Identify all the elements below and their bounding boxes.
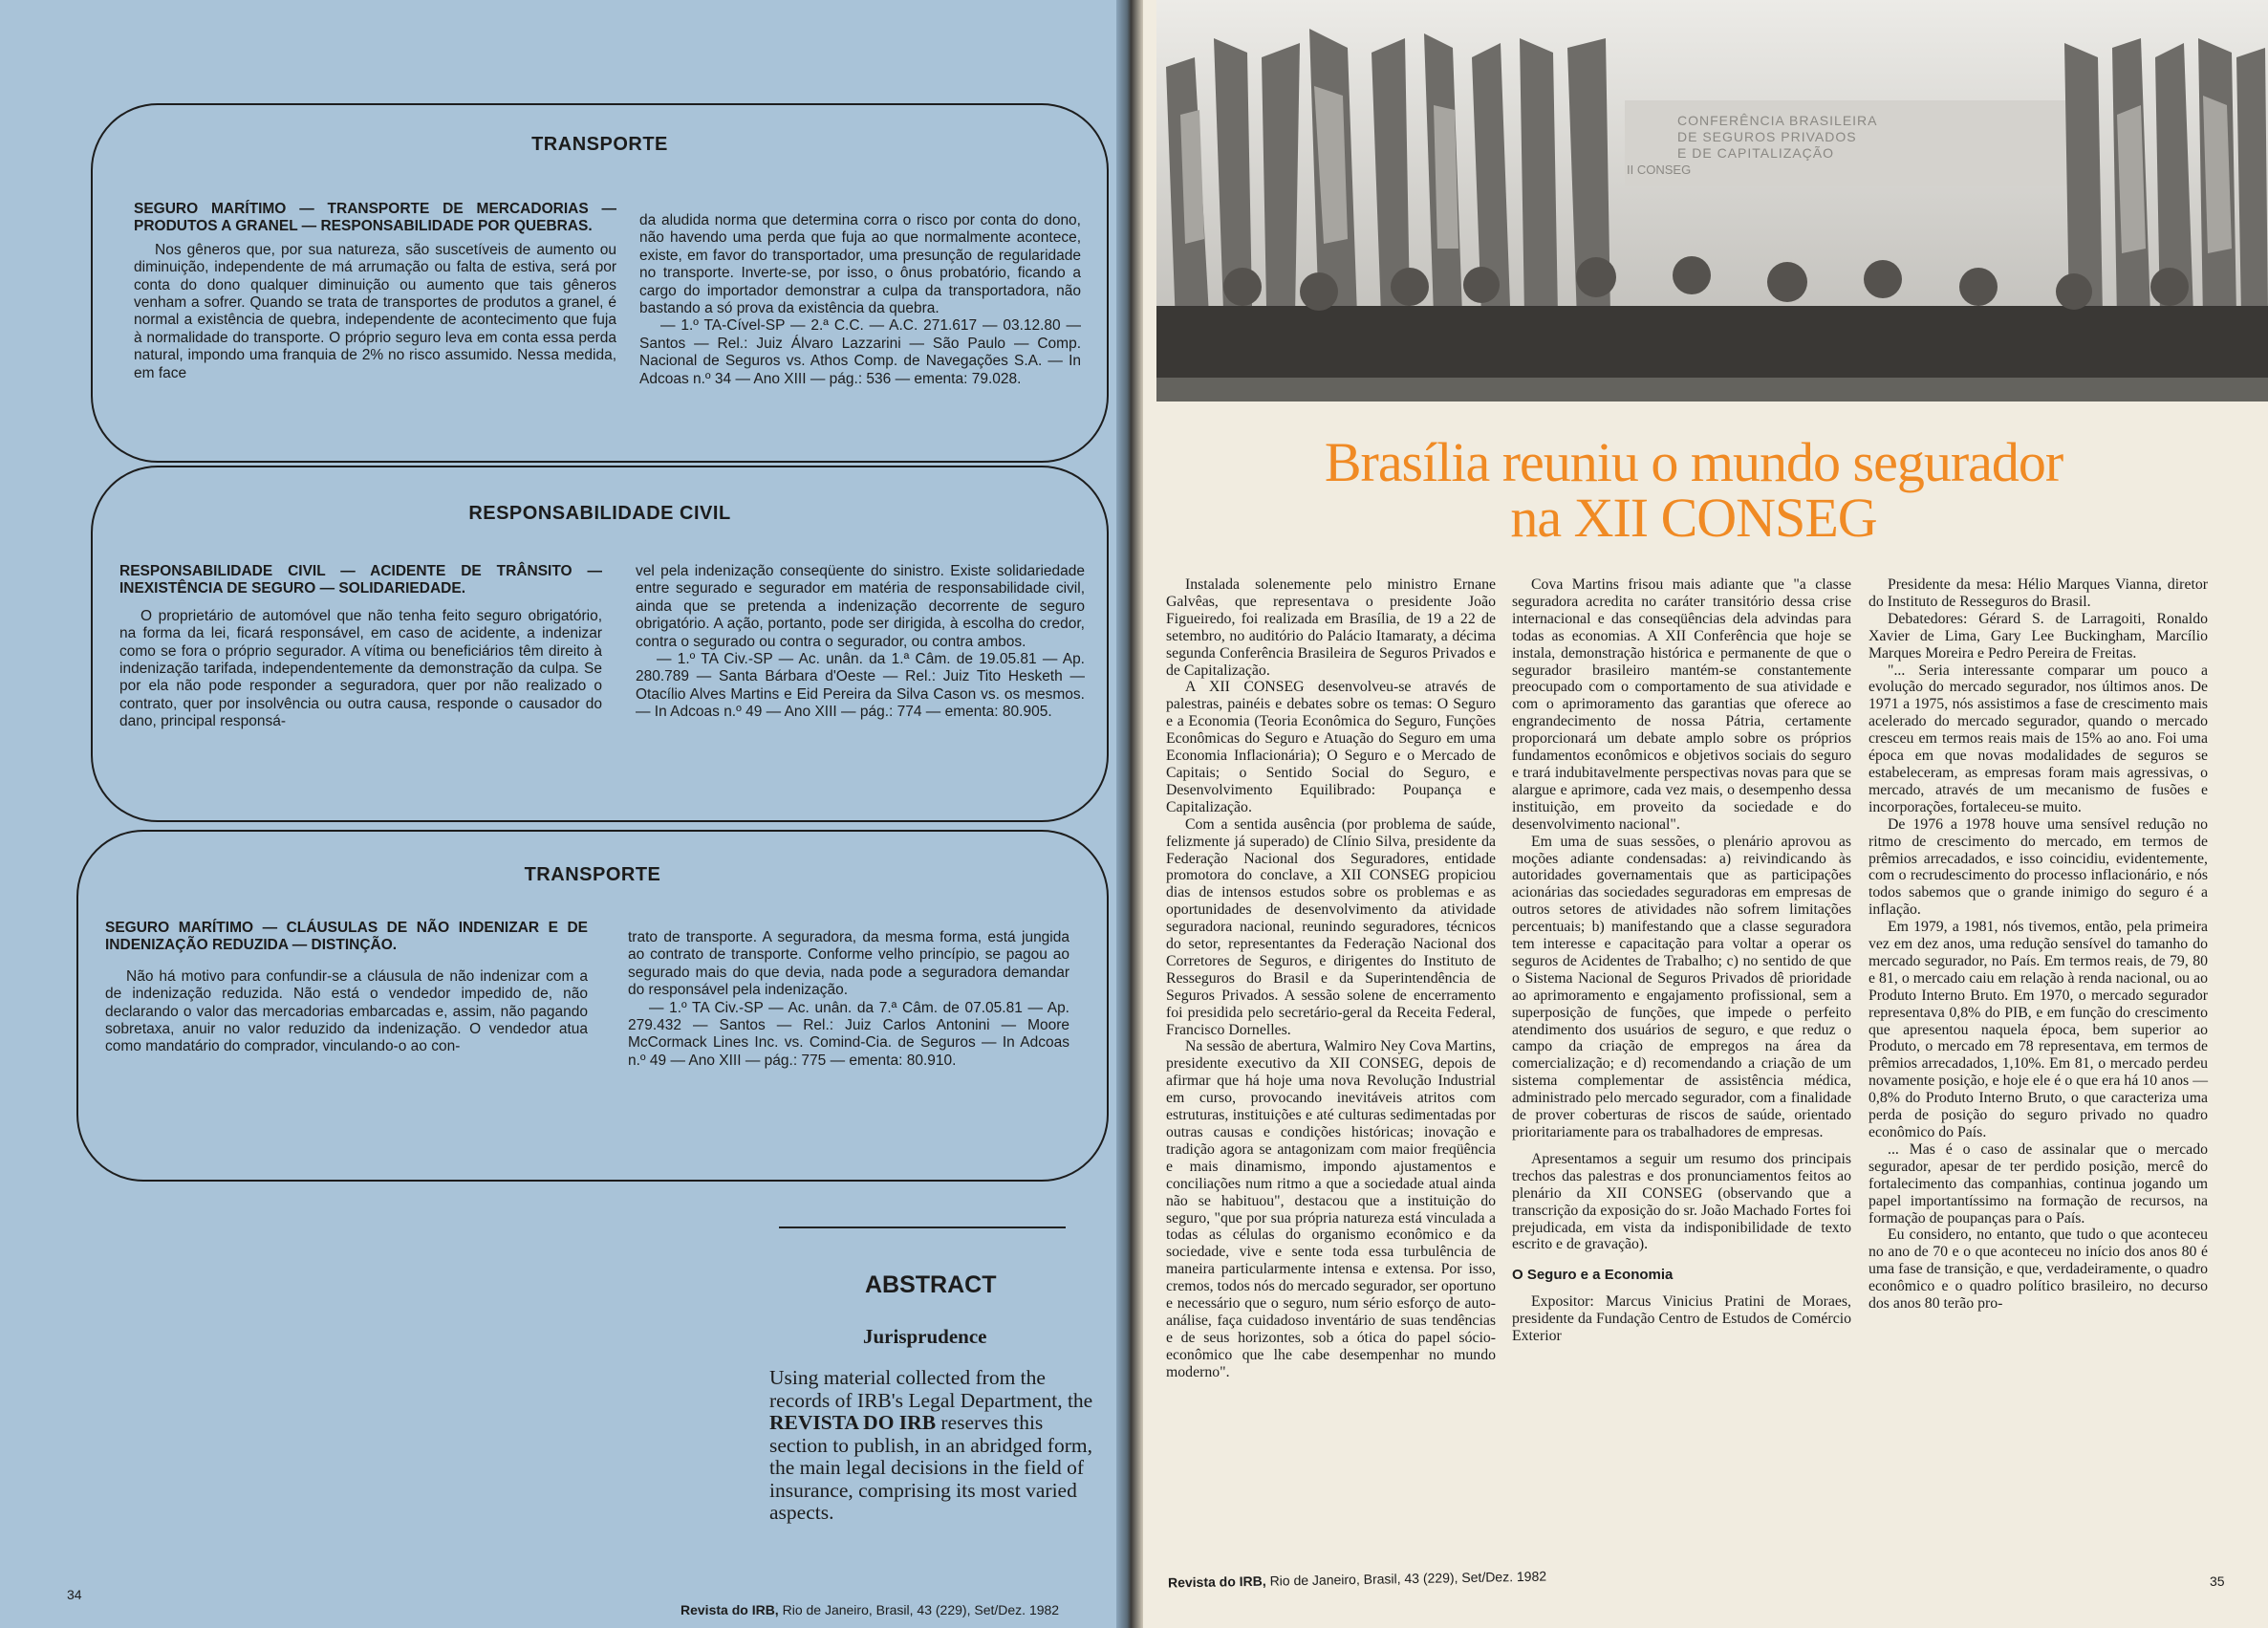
article-column-2 xyxy=(1512,576,1851,1345)
right-page xyxy=(1130,0,2268,1628)
col3-paragraph: Presidente da mesa: Hélio Marques Vianna, diretor do Instituto de Resseguros do Brasil. xyxy=(1868,576,2208,610)
abstract-subtitle: Jurisprudence xyxy=(863,1325,987,1348)
box2-heading: RESPONSABILIDADE CIVIL — ACIDENTE DE TRÂNSITO — INEXISTÊNCIA DE SEGURO — SOLIDARIEDADE. xyxy=(119,563,602,597)
footer-left xyxy=(680,1602,1059,1617)
col3-paragraph: Eu considero, no entanto, que tudo o que aconteceu no ano de 70 e o que aconteceu no início dos anos 80 é uma fase de transição, e que, verdadeiramente, o quadro econômico e o quadro político brasileiro, no decurso dos anos 80 terão pro- xyxy=(1868,1226,2208,1313)
box2-column-1 xyxy=(119,563,602,731)
box3-text-1: Não há motivo para confundir-se a cláusula de não indenizar com a de indenização reduzida. Não está o vendedor impedido de, não declarando o valor das mercadorias embarcadas e, assim, não pagando sobretaxa, anuir no valor reduzido da indenização. O vendedor atua como mandatário do comprador, vinculando-o ao con- xyxy=(105,967,588,1055)
col2-paragraph: Cova Martins frisou mais adiante que "a classe seguradora acredita no caráter transitório dessa crise internacional e das conseqüências dela advindas para todas as economias. A XII Conferência que hoje se instala, demonstração histórica e permanente de que o segurador brasileiro mantém-se constantemente preocupado com o comportamento de sua atividade e com o aprimoramento das garantias que oferece ao engrandecimento de nossa Pátria, certamente proporcionará um debate amplo sobre os próprios fundamentos econômicos e objetivos sociais do seguro e trará indubitavelmente perspectivas novas para que se alargue e aprimore, cada vez mais, o desempenho dessa instituição, em proveito da sociedade e do desenvolvimento nacional". xyxy=(1512,576,1851,833)
page-number-right: 35 xyxy=(2210,1574,2225,1589)
conference-photo xyxy=(1156,0,2268,402)
col1-paragraph: Na sessão de abertura, Walmiro Ney Cova Martins, presidente executivo da XII CONSEG, depois de afirmar que há hoje uma nova Revolução Industrial em curso, provocando inevitáveis atritos com estruturas, instituições e até culturas sedimentadas por outras causas e condições históricas; inovação e tradição agora se antagonizam com maior freqüência e mais dinamismo, impondo ajustamentos e conciliações num ritmo a que a sociedade atual ainda não se habituou", destacou que a instituição do seguro, "que por sua própria natureza está vinculada a todas as células do organismo econômico e da sociedade, vive e sente toda essa turbulência de maneira particularmente intensa e extensa. Por isso, cremos, todos nós do mercado segurador, ser oportuno e necessário que o seguro, num sério esforço de auto-análise, faça cuidadoso inventário de suas tendências e de seus horizontes, sob a ótica do papel sócio-econômico que lhe cabe desempenhar no mundo moderno". xyxy=(1166,1038,1496,1380)
transport-box-1 xyxy=(91,103,1109,463)
page-number-left: 34 xyxy=(67,1587,82,1602)
box3-citation: — 1.º TA Civ.-SP — Ac. unân. da 7.ª Câm. de 07.05.81 — Ap. 279.432 — Santos — Rel.: Juiz Carlos Antonini — Moore McCormack Lines Inc. vs. Comind-Cia. de Seguros — In Adcoas n.º 49 — Ano XIII — pág.: 775 — ementa: 80.910. xyxy=(628,999,1069,1069)
col2-paragraph: Em uma de suas sessões, o plenário aprovou as moções adiante condensadas: a) reivindicando às autoridades governamentais que as participações acionárias das sociedades seguradoras em empresas de outros setores de atividades não sofrem limitações percentuais; b) manifestando que a classe seguradora tem interesse e capacitação para voltar a operar os seguros de Acidentes de Trabalho; c) no sentido de que o Sistema Nacional de Seguros Privados dê prioridade ao aprimoramento e engajamento profissional, sem a superposição de funções, que impede o perfeito atendimento dos usuários de seguro, e que reduz o campo da criação de empregos na área da comercialização; e d) recomendando a criação de um sistema complementar de assistência médica, administrado pelo mercado segurador, com a finalidade de prover coberturas de riscos de saúde, orientado prioritariamente para os trabalhadores de empresas. xyxy=(1512,833,1851,1140)
headline-line-1: Brasília reuniu o mundo segurador xyxy=(1324,431,2063,493)
conference-photo-illustration xyxy=(1156,0,2268,402)
box1-heading: SEGURO MARÍTIMO — TRANSPORTE DE MERCADORIAS — PRODUTOS A GRANEL — RESPONSABILIDADE POR QUEBRAS. xyxy=(134,201,616,235)
box1-text-1: Nos gêneros que, por sua natureza, são suscetíveis de aumento ou diminuição, independente de má arrumação ou falta de estiva, será por conta do dono qualquer diminuição ou aumento que tais gêneros venham a sofrer. Quando se trata de transportes de produtos a granel, é normal a existência de quebra, independente de acontecimento que fuja à normalidade do transporte. O próprio seguro leva em conta essa perda natural, impondo uma franquia de 2% no risco assumido. Nessa medida, em face xyxy=(134,241,616,381)
abstract-text-1: Using material collected from the records of IRB's Legal Department, the xyxy=(769,1366,1093,1412)
col2-expositor: Expositor: Marcus Vinicius Pratini de Moraes, presidente da Fundação Centro de Estudos de Comércio Exterior xyxy=(1512,1293,1851,1345)
box3-column-2 xyxy=(628,929,1069,1070)
box-title: RESPONSABILIDADE CIVIL xyxy=(468,503,731,524)
col2-paragraph: Apresentamos a seguir um resumo dos principais trechos das palestras e dos pronunciamentos feitos ao plenário da XII CONSEG (observando que a transcrição da exposição do sr. João Machado Fortes foi prejudicada, em vista da indisponibilidade de texto escrito e de gravação). xyxy=(1512,1150,1851,1253)
box-title: TRANSPORTE xyxy=(531,134,668,155)
footer-magazine: Revista do IRB, xyxy=(1167,1573,1266,1591)
abstract-title: ABSTRACT xyxy=(865,1271,997,1298)
col3-paragraph: Debatedores: Gérard S. de Larragoiti, Ronaldo Xavier de Lima, Gary Lee Buckingham, Marcílio Marques Moreira e Pedro Pereira de Freitas. xyxy=(1868,610,2208,662)
photo-banner-text xyxy=(1677,113,1878,162)
box2-text-1: O proprietário de automóvel que não tenha feito seguro obrigatório, na forma da lei, ficará responsável, em caso de acidente, a indenizar como se fora o próprio segurador. A vítima ou beneficiários têm direito à indenização tarifada, independentemente da demonstração da culpa. Se por ela não pode responder a seguradora, quer por não realizado o contrato, quer por insolvência ou outra causa, responde o causador do dano, principal responsá- xyxy=(119,607,602,730)
box-title: TRANSPORTE xyxy=(524,864,661,885)
box1-text-2: da aludida norma que determina corra o risco por conta do dono, não havendo uma perda que fuja ao que normalmente acontece, existe, em favor do transportador, uma presunção de regularidade no transporte. Inverte-se, por isso, o ônus probatório, ficando a cargo do importador demonstrar a culpa da transportadora, não bastando a só prova da existência da quebra. xyxy=(639,212,1081,317)
footer-issue: Rio de Janeiro, Brasil, 43 (229), Set/Dez. 1982 xyxy=(1269,1568,1547,1589)
box2-column-2 xyxy=(636,563,1085,722)
col3-paragraph: De 1976 a 1978 houve uma sensível redução no ritmo de crescimento do mercado, em termos de prêmios arrecadados, e isso coincidiu, evidentemente, com o recrudescimento do processo inflacionário, e nós todos sabemos que o grande inimigo do seguro é a inflação. xyxy=(1868,815,2208,919)
abstract-rule xyxy=(779,1226,1066,1228)
article-column-3 xyxy=(1868,576,2208,1313)
banner-line-2: DE SEGUROS PRIVADOS xyxy=(1677,129,1857,144)
box1-citation: — 1.º TA-Cível-SP — 2.ª C.C. — A.C. 271.617 — 03.12.80 — Santos — Rel.: Juiz Álvaro Lazzarini — São Paulo — Comp. Nacional de Seguros vs. Athos Comp. de Navegações S.A. — In Adcoas n.º 34 — Ano XIII — pág.: 536 — ementa: 79.028. xyxy=(639,317,1081,387)
box3-column-1 xyxy=(105,920,588,1056)
box3-heading: SEGURO MARÍTIMO — CLÁUSULAS DE NÃO INDENIZAR E DE INDENIZAÇÃO REDUZIDA — DISTINÇÃO. xyxy=(105,920,588,954)
col3-paragraph: "... Seria interessante comparar um pouco a evolução do mercado segurador, nos últimos anos. De 1971 a 1975, nós assistimos a fase de crescimento mais acelerado do mercado segurador, quando o mercado cresceu em termos reais mais de 15% ao ano. Foi uma época em que novas modalidades de seguros se estabeleceram, as empresas foram mais agressivas, o mercado, através de um mecanismo de fusões e incorporações, fortaleceu-se muito. xyxy=(1868,662,2208,815)
headline-line-2: na XII CONSEG xyxy=(1510,487,1877,549)
box2-text-2: vel pela indenização conseqüente do sinistro. Existe solidariedade entre segurado e segurador em matéria de responsabilidade civil, ainda que se pretenda a indenização decorrente de seguro obrigatório. A ação, portanto, pode ser dirigida, à escolha do credor, contra o segurado ou contra o segurador, ou contra ambos. xyxy=(636,563,1085,650)
footer-magazine: Revista do IRB, xyxy=(680,1602,779,1617)
col2-subheading: O Seguro e a Economia xyxy=(1512,1267,1674,1284)
box2-citation: — 1.º TA Civ.-SP — Ac. unân. da 1.ª Câm. de 19.05.81 — Ap. 280.789 — Santa Bárbara d'Oeste — Rel.: Juiz Tito Hesketh — Otacílio Alves Martins e Eid Pereira da Silva Cason vs. os mesmos. — In Adcoas n.º 49 — Ano XIII — pág.: 774 — ementa: 80.905. xyxy=(636,651,1085,721)
col3-paragraph: Em 1979, a 1981, nós tivemos, então, pela primeira vez em dez anos, uma redução sensível do tamanho do mercado segurador, no País. Em termos reais, de 79, 80 e 81, o mercado caiu em relação à renda nacional, ou ao Produto Interno Bruto. Em 1970, o mercado segurador representava 0,8% do PIB, e em função do crescimento que apresentou naquela época, bem superior ao Produto, o mercado em 78 representava, em termos de prêmios arrecadados, 1,10%. Em 81, o mercado perdeu novamente posição, e hoje ele é o que era há 10 anos — 0,8% do Produto Interno Bruto, o que caracteriza uma perda de posição do seguro privado no quadro econômico do País. xyxy=(1868,919,2208,1140)
abstract-magazine-name: REVISTA DO IRB xyxy=(769,1411,937,1434)
abstract-text-2: reserves this section to publish, in an abridged form, the main legal decisions in the field of insurance, comprising its most varied aspects. xyxy=(769,1411,1092,1524)
col1-paragraph: Instalada solenemente pelo ministro Ernane Galvêas, que representava o presidente João Figueiredo, foi realizada em Brasília, de 19 a 22 de setembro, no auditório do Palácio Itamaraty, a décima segunda Conferência Brasileira de Seguros Privados e de Capitalização. xyxy=(1166,576,1496,679)
photo-logo-text: II CONSEG xyxy=(1627,163,1692,177)
col1-paragraph: A XII CONSEG desenvolveu-se através de palestras, painéis e debates sobre os temas: O Seguro e a Economia (Teoria Econômica do Seguro, Funções Econômicas do Seguro e Atuação do Seguro em uma Economia Inflacionária); O Seguro e o Mercado de Capitais; o Sentido Social do Seguro, e Desenvolvimento Equilibrado: Poupança e Capitalização. xyxy=(1166,679,1496,815)
book-spine xyxy=(1116,0,1143,1628)
transport-box-2 xyxy=(76,830,1109,1182)
col3-paragraph: ... Mas é o caso de assinalar que o mercado segurador, apesar de ter perdido posição, mercê do fortalecimento das companhias, continua jogando um papel importantíssimo na formação de recursos, na formação de poupanças para o País. xyxy=(1868,1140,2208,1226)
footer-issue: Rio de Janeiro, Brasil, 43 (229), Set/Dez. 1982 xyxy=(782,1602,1060,1617)
box1-column-1 xyxy=(134,201,616,382)
box1-column-2 xyxy=(639,212,1081,388)
civil-liability-box xyxy=(91,466,1109,822)
banner-line-3: E DE CAPITALIZAÇÃO xyxy=(1677,145,1834,161)
banner-line-1: CONFERÊNCIA BRASILEIRA xyxy=(1677,113,1878,128)
box3-text-2: trato de transporte. A seguradora, da mesma forma, está jungida ao contrato de transporte. Conforme velho princípio, se pagou ao segurado mais do que devia, nada pode a seguradora demandar do responsável pela indenização. xyxy=(628,929,1069,999)
col1-paragraph: Com a sentida ausência (por problema de saúde, felizmente já superado) de Clínio Silva, presidente da Federação Nacional dos Seguradores, entidade promotora do conclave, a XII CONSEG propiciou dias de intensos estudos sobre os problemas e as oportunidades de desenvolvimento da atividade seguradora nacional, reunindo seguradores, técnicos do setor, representantes da Federação Nacional dos Corretores de Seguros, e dirigentes do Instituto de Resseguros do Brasil e da Superintendência de Seguros Privados. A sessão solene de encerramento foi presidida pelo secretário-geral da Receita Federal, Francisco Dornelles. xyxy=(1166,815,1496,1038)
footer-right xyxy=(1168,1569,1546,1591)
article-headline xyxy=(1168,431,2219,549)
article-column-1 xyxy=(1166,576,1496,1381)
left-page xyxy=(0,0,1130,1628)
abstract-body xyxy=(769,1367,1099,1525)
